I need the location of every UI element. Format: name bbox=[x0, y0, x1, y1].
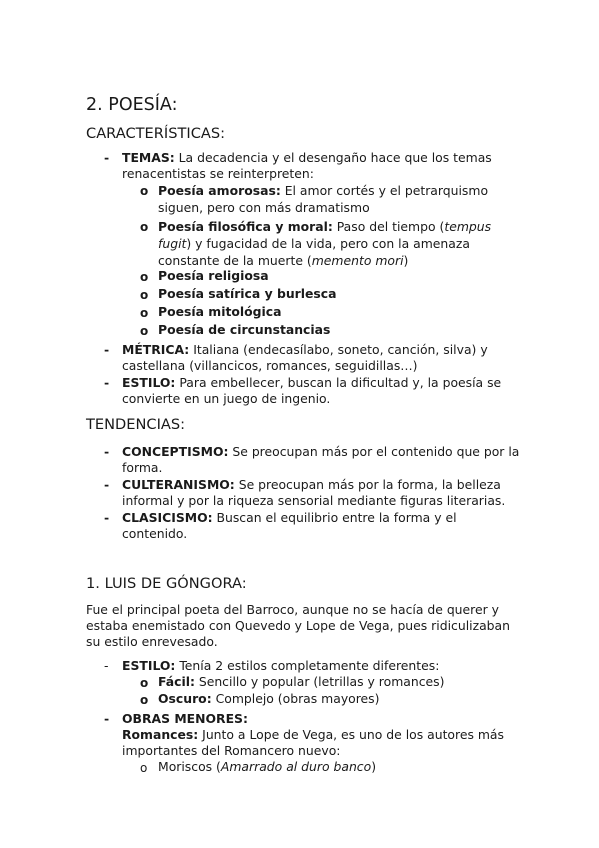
dash-bullet: - bbox=[104, 658, 109, 673]
moriscos-line bbox=[158, 759, 376, 776]
gongora-estilo-text: Tenía 2 estilos completamente diferentes: bbox=[175, 658, 440, 673]
culteranismo-line-2: informal y por la riqueza sensorial mediante figuras literarias. bbox=[122, 493, 506, 508]
culteranismo-label: CULTERANISMO: bbox=[122, 477, 235, 492]
dash-bullet: - bbox=[104, 444, 110, 459]
religiosa-item: Poesía religiosa bbox=[158, 268, 269, 283]
estilo-line-2: convierte en un juego de ingenio. bbox=[122, 391, 331, 406]
clasicismo-text: Buscan el equilibrio entre la forma y el bbox=[212, 510, 457, 525]
estilo-text: Para embellecer, buscan la dificultad y, la poesía se bbox=[175, 375, 502, 390]
filosofica-line-2 bbox=[158, 236, 470, 253]
dash-bullet: - bbox=[104, 150, 110, 165]
filosofica-text: constante de la muerte ( bbox=[158, 253, 312, 268]
metrica-line-2: castellana (villancicos, romances, seguidillas…) bbox=[122, 358, 418, 373]
mitologica-item: Poesía mitológica bbox=[158, 304, 282, 319]
satirica-item: Poesía satírica y burlesca bbox=[158, 286, 337, 301]
circunstancias-item: Poesía de circunstancias bbox=[158, 322, 331, 337]
amorosas-line-1 bbox=[158, 183, 488, 200]
amorosas-text: El amor cortés y el petrarquismo bbox=[280, 183, 489, 198]
conceptismo-line-1 bbox=[122, 444, 519, 461]
facil-text: Sencillo y popular (letrillas y romances) bbox=[194, 674, 445, 689]
gongora-heading: 1. LUIS DE GÓNGORA: bbox=[86, 575, 247, 592]
clasicismo-label: CLASICISMO: bbox=[122, 510, 213, 525]
filosofica-text: Paso del tiempo ( bbox=[332, 219, 445, 234]
filosofica-italic: memento mori bbox=[311, 253, 404, 268]
amorosas-label: Poesía amorosas: bbox=[158, 183, 281, 198]
moriscos-text: ) bbox=[371, 759, 377, 774]
clasicismo-line-2: contenido. bbox=[122, 526, 188, 541]
gongora-intro-line-1: Fue el principal poeta del Barroco, aunque no se hacía de querer y bbox=[86, 602, 499, 617]
conceptismo-text: Se preocupan más por el contenido que por la bbox=[228, 444, 520, 459]
metrica-text: Italiana (endecasílabo, soneto, canción, silva) y bbox=[189, 342, 488, 357]
oscuro-text: Complejo (obras mayores) bbox=[211, 691, 380, 706]
dash-bullet: - bbox=[104, 342, 110, 357]
ring-bullet: o bbox=[140, 184, 149, 198]
culteranismo-line-1 bbox=[122, 477, 501, 494]
clasicismo-line-1 bbox=[122, 510, 457, 527]
oscuro-line bbox=[158, 691, 379, 708]
dash-bullet: - bbox=[104, 510, 110, 525]
metrica-line-1 bbox=[122, 342, 488, 359]
estilo-line-1 bbox=[122, 375, 501, 392]
temas-text: La decadencia y el desengaño hace que los temas bbox=[174, 150, 492, 165]
conceptismo-line-2: forma. bbox=[122, 460, 163, 475]
temas-line-1 bbox=[122, 150, 492, 167]
ring-bullet: o bbox=[140, 306, 149, 320]
ring-bullet: o bbox=[140, 324, 149, 338]
moriscos-text: Moriscos ( bbox=[158, 759, 221, 774]
ring-bullet: o bbox=[140, 761, 148, 775]
estilo-label: ESTILO: bbox=[122, 375, 176, 390]
ring-bullet: o bbox=[140, 676, 149, 690]
dash-bullet: - bbox=[104, 711, 110, 726]
temas-label: TEMAS: bbox=[122, 150, 175, 165]
gongora-estilo-label: ESTILO: bbox=[122, 658, 176, 673]
moriscos-italic: Amarrado al duro banco bbox=[220, 759, 372, 774]
romances-line-1 bbox=[122, 727, 504, 744]
romances-line-2: importantes del Romancero nuevo: bbox=[122, 743, 341, 758]
romances-text: Junto a Lope de Vega, es uno de los autores más bbox=[198, 727, 504, 742]
ring-bullet: o bbox=[140, 288, 149, 302]
dash-bullet: - bbox=[104, 375, 110, 390]
culteranismo-text: Se preocupan más por la forma, la belleza bbox=[234, 477, 501, 492]
ring-bullet: o bbox=[140, 220, 149, 234]
obras-menores-label: OBRAS MENORES: bbox=[122, 711, 248, 726]
caracteristicas-heading: CARACTERÍSTICAS: bbox=[86, 125, 226, 142]
facil-line bbox=[158, 674, 444, 691]
facil-label: Fácil: bbox=[158, 674, 195, 689]
gongora-estilo-line bbox=[122, 658, 439, 675]
metrica-label: MÉTRICA: bbox=[122, 342, 190, 357]
filosofica-text: ) bbox=[403, 253, 409, 268]
filosofica-line-1 bbox=[158, 219, 491, 236]
filosofica-italic: fugit bbox=[158, 236, 187, 251]
temas-line-2: renacentistas se reinterpreten: bbox=[122, 166, 314, 181]
romances-label: Romances: bbox=[122, 727, 199, 742]
filosofica-label: Poesía filosófica y moral: bbox=[158, 219, 333, 234]
oscuro-label: Oscuro: bbox=[158, 691, 212, 706]
filosofica-text: ) y fugacidad de la vida, pero con la amenaza bbox=[186, 236, 470, 251]
tendencias-heading: TENDENCIAS: bbox=[86, 416, 186, 433]
conceptismo-label: CONCEPTISMO: bbox=[122, 444, 229, 459]
dash-bullet: - bbox=[104, 477, 110, 492]
ring-bullet: o bbox=[140, 693, 149, 707]
gongora-intro-line-2: estaba enemistado con Quevedo y Lope de Vega, pues ridiculizaban bbox=[86, 618, 510, 633]
section-title: 2. POESÍA: bbox=[86, 95, 178, 115]
gongora-intro-line-3: su estilo enrevesado. bbox=[86, 634, 218, 649]
amorosas-line-2: siguen, pero con más dramatismo bbox=[158, 200, 370, 215]
ring-bullet: o bbox=[140, 270, 149, 284]
filosofica-italic: tempus bbox=[444, 219, 492, 234]
